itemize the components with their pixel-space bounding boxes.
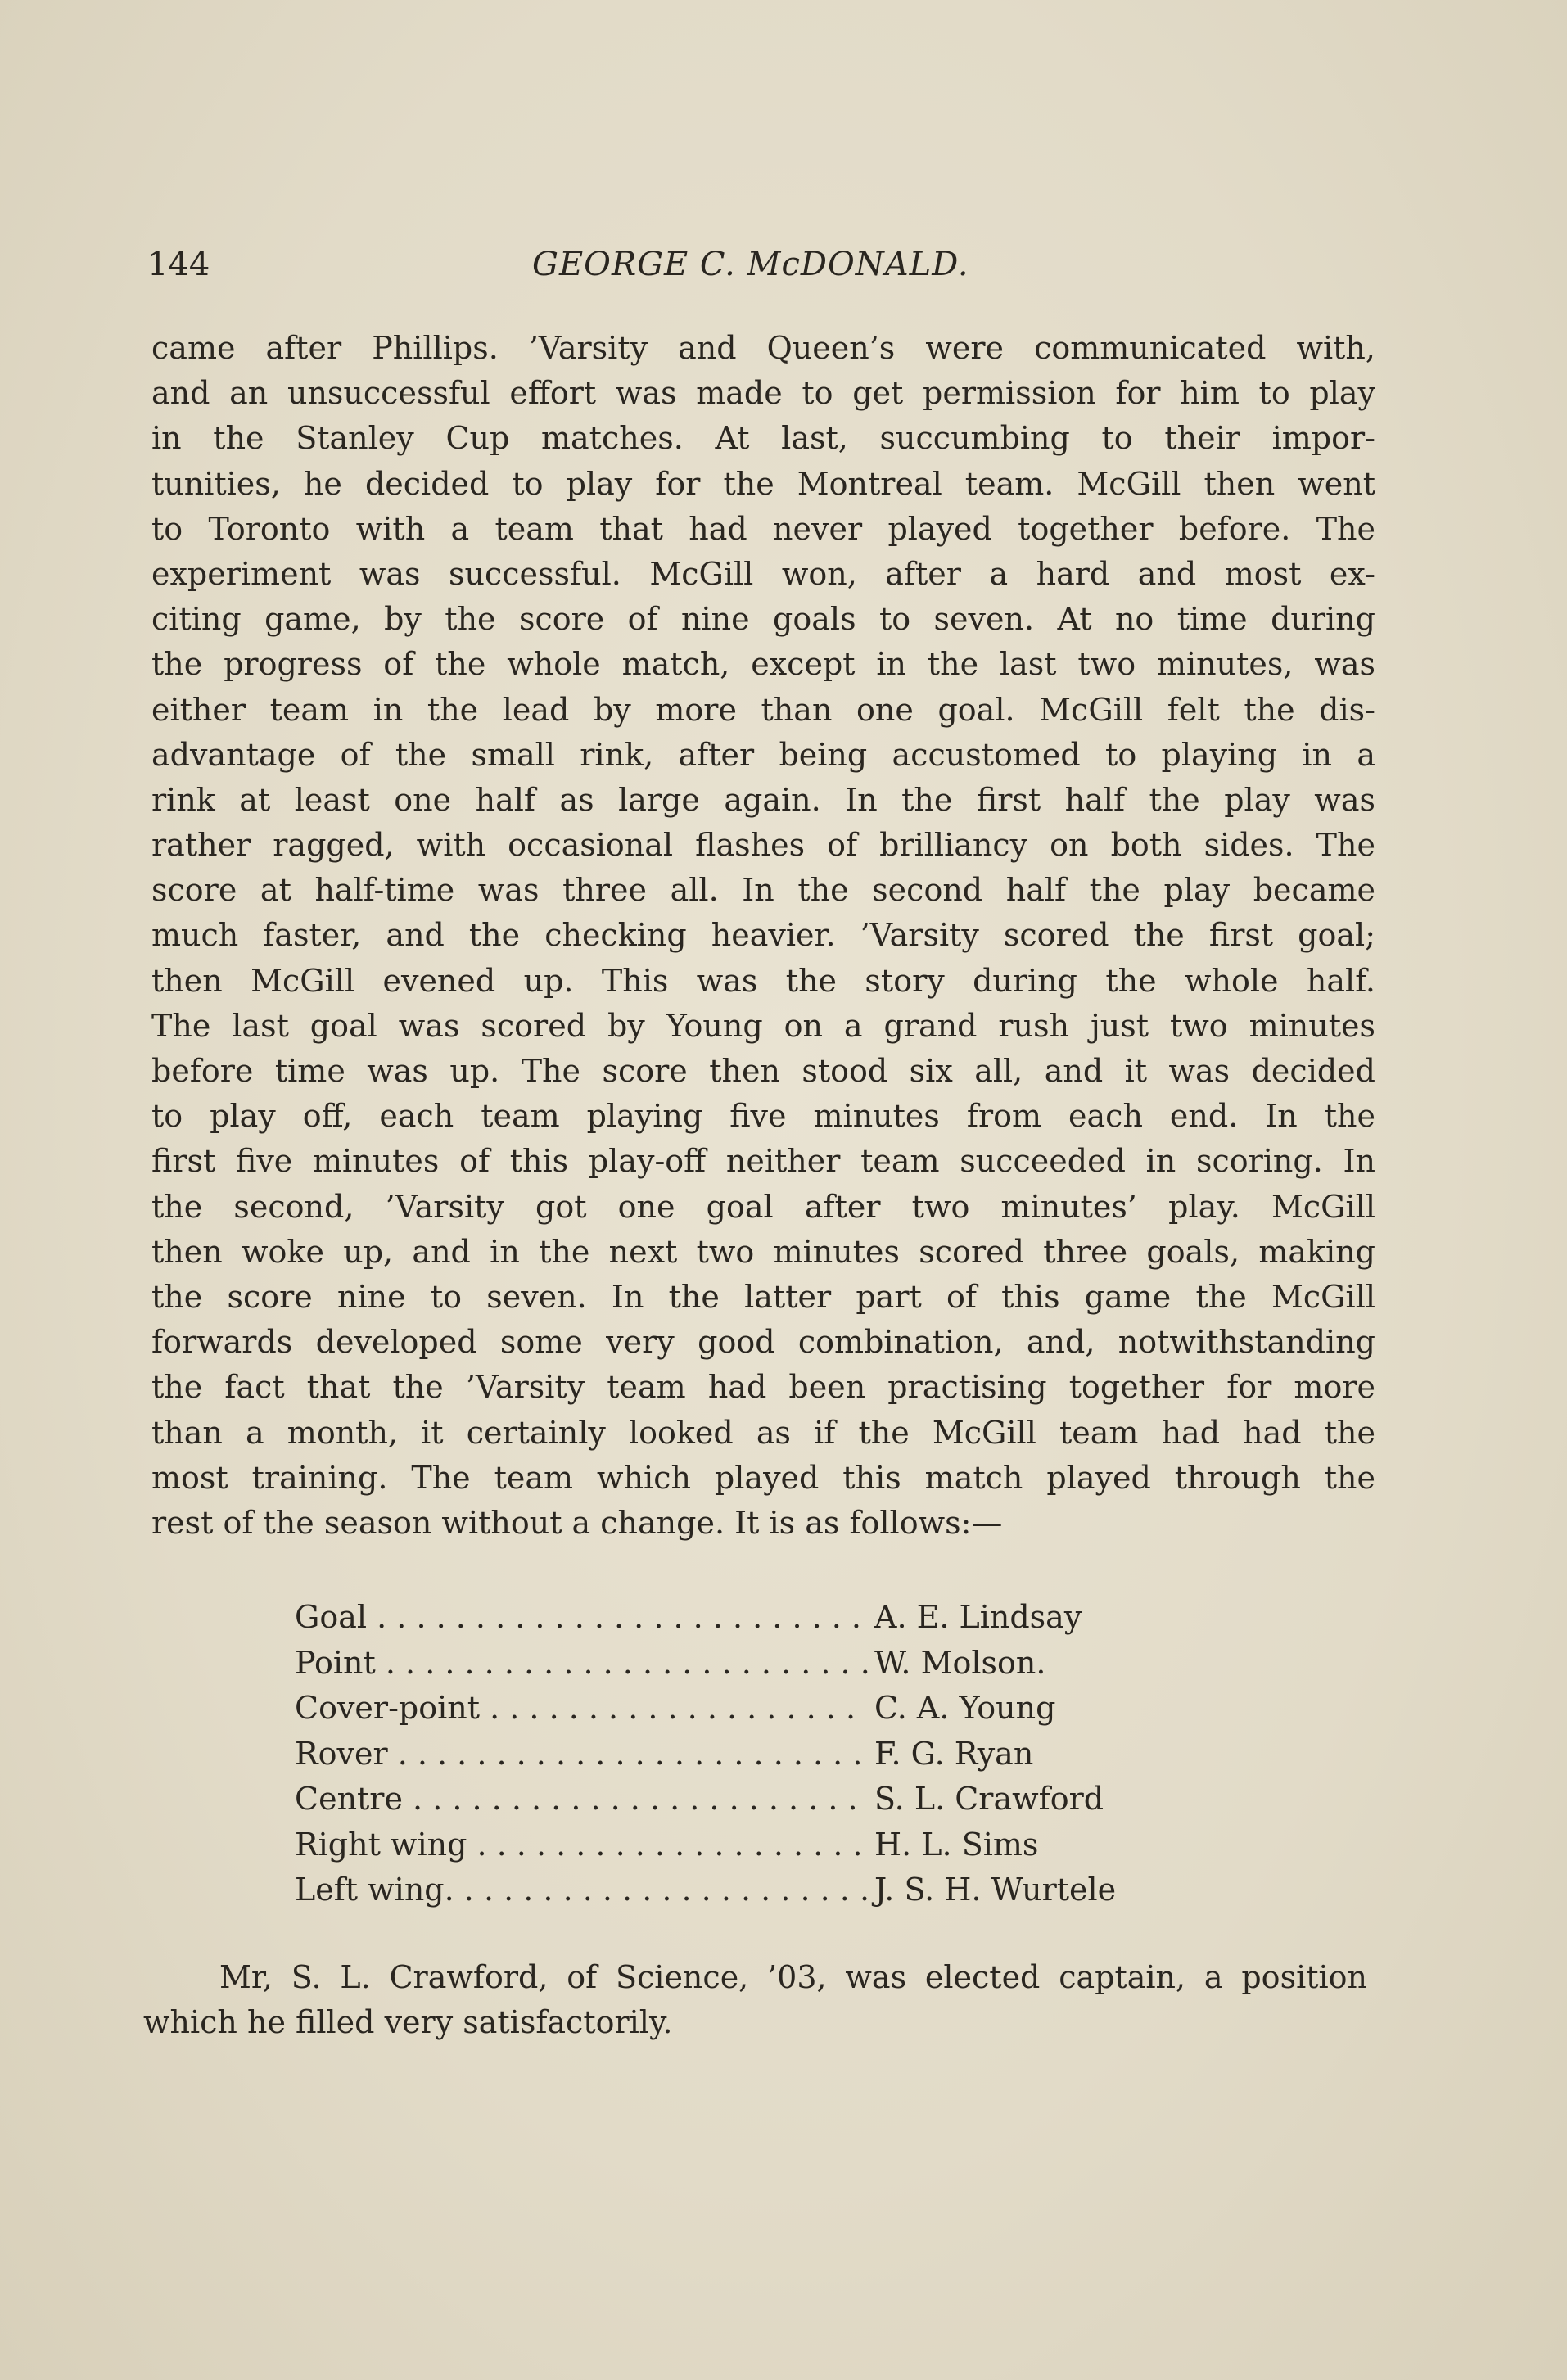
text-line: to play off, each team playing five minutes from each end. In the [151, 1098, 1375, 1135]
roster-position: Cover-point . . . [295, 1686, 868, 1732]
text-line: in the Stanley Cup matches. At last, succumbing to their impor- [151, 420, 1375, 457]
text-line: much faster, and the checking heavier. ’Varsity scored the first goal; [151, 917, 1375, 954]
text-line: score at half-time was three all. In the second half the play became [151, 872, 1375, 909]
team-roster [295, 1595, 1163, 1913]
text-line: first five minutes of this play-off neither team succeeded in scoring. In [151, 1143, 1375, 1180]
text-line: rink at least one half as large again. In the first half the play was [151, 781, 1375, 818]
text-line: then McGill evened up. This was the story during the whole half. [151, 962, 1375, 999]
roster-position: Right wing . . . [295, 1822, 868, 1868]
page-header [147, 246, 1375, 295]
text-line: and an unsuccessful effort was made to get permission for him to play [151, 375, 1375, 412]
running-head: GEORGE C. McDONALD. [532, 246, 969, 283]
text-line: before time was up. The score then stood six all, and it was decided [151, 1053, 1375, 1089]
text-line: experiment was successful. McGill won, after a hard and most ex- [151, 555, 1375, 592]
roster-row [295, 1641, 1163, 1687]
roster-row [295, 1777, 1163, 1822]
text-line: Mr, S. L. Crawford, of Science, ’03, was elected captain, a position [219, 1959, 1367, 1995]
roster-position: Goal . . . [295, 1595, 868, 1641]
roster-player: C. A. Young [874, 1690, 1056, 1726]
text-line: rest of the season without a change. It is as follows:— [151, 1504, 1003, 1541]
roster-position: Rover . . . [295, 1732, 868, 1777]
text-line: advantage of the small rink, after being accustomed to playing in a [151, 736, 1375, 773]
text-line: the score nine to seven. In the latter part of this game the McGill [151, 1278, 1375, 1315]
text-line: the second, ’Varsity got one goal after two minutes’ play. McGill [151, 1188, 1375, 1225]
text-line: citing game, by the score of nine goals to seven. At no time during [151, 601, 1375, 638]
roster-player: F. G. Ryan [874, 1735, 1034, 1772]
text-line: came after Phillips. ’Varsity and Queen’s were communicated with, [151, 330, 1375, 366]
roster-row [295, 1732, 1163, 1777]
roster-row [295, 1686, 1163, 1732]
text-line: forwards developed some very good combination, and, notwithstanding [151, 1324, 1375, 1361]
text-line: tunities, he decided to play for the Montreal team. McGill then went [151, 465, 1375, 502]
roster-player: J. S. H. Wurtele [874, 1872, 1117, 1908]
text-line: either team in the lead by more than one goal. McGill felt the dis- [151, 691, 1375, 728]
text-line: which he filled very satisfactorily. [143, 2004, 673, 2041]
roster-position: Centre . . . [295, 1777, 868, 1822]
roster-player: W. Molson. [874, 1644, 1046, 1681]
text-line: the progress of the whole match, except in the last two minutes, was [151, 646, 1375, 683]
roster-player: S. L. Crawford [874, 1781, 1104, 1817]
text-line: to Toronto with a team that had never played together before. The [151, 510, 1375, 547]
roster-row [295, 1822, 1163, 1868]
roster-position: Left wing. . . . [295, 1867, 868, 1913]
roster-row [295, 1867, 1163, 1913]
text-line: the fact that the ’Varsity team had been practising together for more [151, 1369, 1375, 1406]
text-line: The last goal was scored by Young on a grand rush just two minutes [151, 1007, 1375, 1044]
page-number: 144 [147, 246, 210, 283]
body-paragraph [151, 326, 1375, 1546]
roster-position: Point . . . [295, 1641, 868, 1687]
text-line: then woke up, and in the next two minutes scored three goals, making [151, 1233, 1375, 1270]
text-line: than a month, it certainly looked as if the McGill team had had the [151, 1414, 1375, 1451]
closing-paragraph [143, 1955, 1367, 2045]
roster-player: A. E. Lindsay [874, 1599, 1082, 1635]
roster-row [295, 1595, 1163, 1641]
text-line: most training. The team which played this match played through the [151, 1459, 1375, 1496]
text-line: rather ragged, with occasional flashes of brilliancy on both sides. The [151, 827, 1375, 864]
roster-player: H. L. Sims [874, 1826, 1039, 1863]
